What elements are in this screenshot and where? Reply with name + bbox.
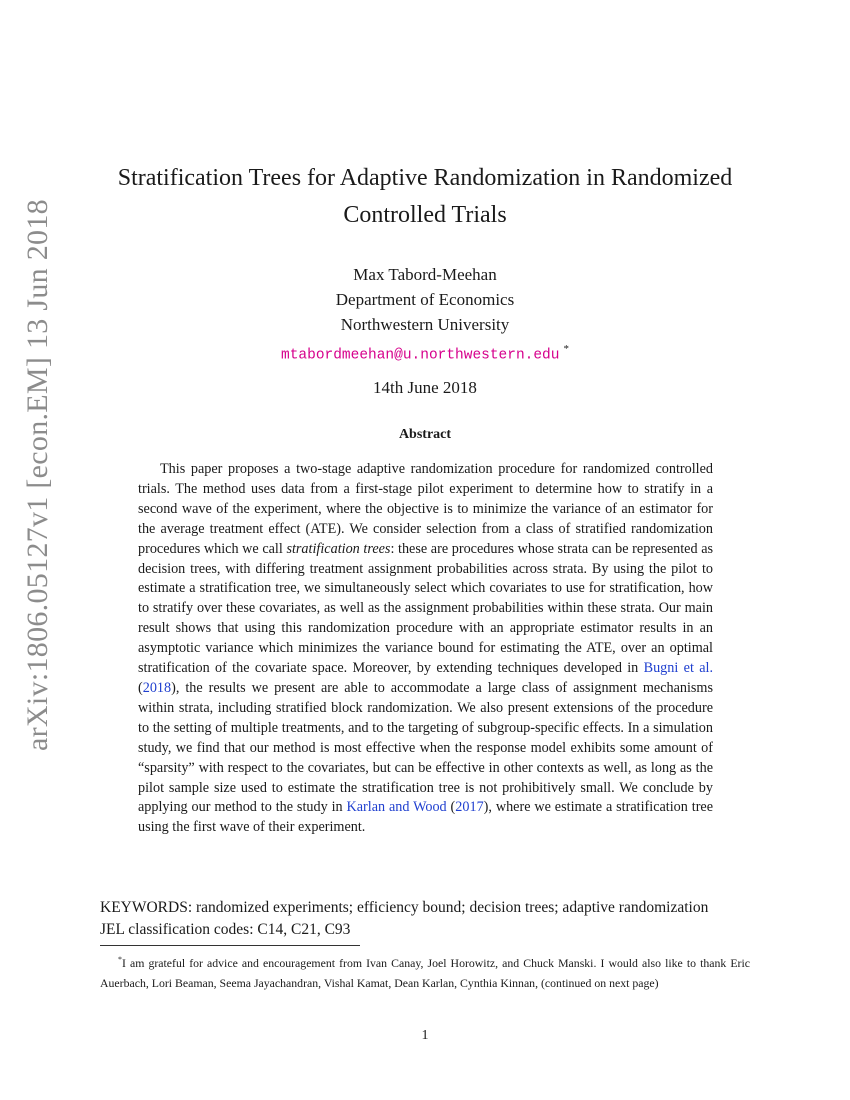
citation-karlan-author-link[interactable]: Karlan and Wood (346, 799, 447, 816)
footnote-acknowledgements (100, 950, 750, 993)
abstract-text-part-4: , where we estimate a stratification tree using the first wave of their experiment. (138, 799, 714, 836)
author-university: Northwestern University (340, 315, 510, 334)
paper-title (100, 160, 750, 234)
keywords-block (100, 897, 750, 941)
author-email-link[interactable]: mtabordmeehan@u.northwestern.edu (281, 347, 560, 364)
abstract-body: This paper proposes a two-stage adaptive randomization procedure for randomized controlled trials. The method uses data from a first-stage pilot experiment to determine how to stratify in a second wave of the experiment, where the objective is to minimize the variance of an estimator for the average treatment effect (ATE). We consider selection from a class of stratified randomization procedures which we call stratification trees: these are procedures whose strata can be represented as decision trees, with differing treatment assignment probabilities across strata. By using the pilot to estimate a stratification tree, we simultaneously select which covariates to use for stratification, how to stratify over these covariates, as well as the assignment probabilities within these strata. Our main result shows that using this randomization procedure with an appropriate estimator results in an asymptotic variance which minimizes the variance bound for estimating the ATE, over an optimal stratification of the covariate space. Moreover, by extending techniques developed in Bugni et al. (2018), the results we present are able to accommodate a large class of assignment mechanisms within strata, including stratified block randomization. We also present extensions of the procedure to the setting of multiple treatments, and to the targeting of subgroup-specific effects. In a simulation study, we find that our method is most effective when the response model exhibits some amount of “sparsity” with respect to the covariates, but can be effective in other contexts as well, as long as the pilot sample size used to estimate the stratification tree is not prohibitively small. We conclude by applying our method to the study in Karlan and Wood (2017), where we estimate a stratification tree using the first wave of their experiment. (138, 461, 714, 836)
footnote-mark: * (118, 955, 122, 964)
abstract-text-part-3: , the results we present are able to accommodate a large class of assignment mechanisms within strata, including stratified block randomization. We also present extensions of the procedure to the setting of multiple treatments, and to the targeting of subgroup-specific effects. In a simulation study, we find that our method is most effective when the response model exhibits some amount of “sparsity” with respect to the covariates, but can be effective in other contexts as well, as long as the pilot sample size used to estimate the stratification tree is not prohibitively small. We conclude by applying our method to the study in (138, 679, 713, 816)
citation-bugni-year-link[interactable]: 2018 (142, 679, 172, 696)
author-name: Max Tabord-Meehan (353, 265, 497, 284)
footnote-text: I am grateful for advice and encouragement from Ivan Canay, Joel Horowitz, and Chuck Manski. I would also like to thank Eric Auerbach, Lori Beaman, Seema Jayachandran, Vishal Kamat, Dean Karlan, Cynthia Kinnan, (continued on next page) (100, 955, 750, 990)
footnote-divider (100, 945, 360, 946)
author-department: Department of Economics (335, 290, 515, 309)
abstract-text-part-2: : these are procedures whose strata can be represented as decision trees, with differing treatment assignment probabilities across strata. By using the pilot to estimate a stratification tree, we simultaneously select which covariates to use for stratification, how to stratify over these covariates, as well as the assignment probabilities within these strata. Our main result shows that using this randomization procedure with an appropriate estimator results in an asymptotic variance which minimizes the variance bound for estimating the ATE, over an optimal stratification of the covariate space. Moreover, by extending techniques developed in (138, 540, 714, 677)
keywords-line: KEYWORDS: randomized experiments; efficiency bound; decision trees; adaptive randomization (100, 899, 709, 916)
publication-date: 14th June 2018 (373, 378, 477, 397)
abstract-text-part-1: This paper proposes a two-stage adaptive randomization procedure for randomized controlled trials. The method uses data from a first-stage pilot experiment to determine how to stratify in a second wave of the experiment, where the objective is to minimize the variance of an estimator for the average treatment effect (ATE). We consider selection from a class of stratified randomization procedures which we call (138, 461, 713, 557)
title-line-2: Controlled Trials (343, 202, 507, 228)
abstract-emphasis-stratification-trees: stratification trees (286, 540, 391, 557)
page-number: 1 (421, 1028, 429, 1043)
title-line-1: Stratification Trees for Adaptive Randomization in Randomized (117, 165, 733, 191)
citation-karlan-year-link[interactable]: 2017 (455, 799, 484, 816)
author-footnote-mark: * (563, 343, 569, 355)
author-email-row (100, 337, 750, 369)
citation-bugni-author-link[interactable]: Bugni et al. (643, 660, 714, 677)
abstract-heading: Abstract (398, 427, 452, 442)
author-block (100, 262, 750, 369)
arxiv-identifier-stamp: arXiv:1806.05127v1 [econ.EM] 13 Jun 2018 (21, 199, 54, 751)
jel-codes-line: JEL classification codes: C14, C21, C93 (100, 921, 351, 938)
